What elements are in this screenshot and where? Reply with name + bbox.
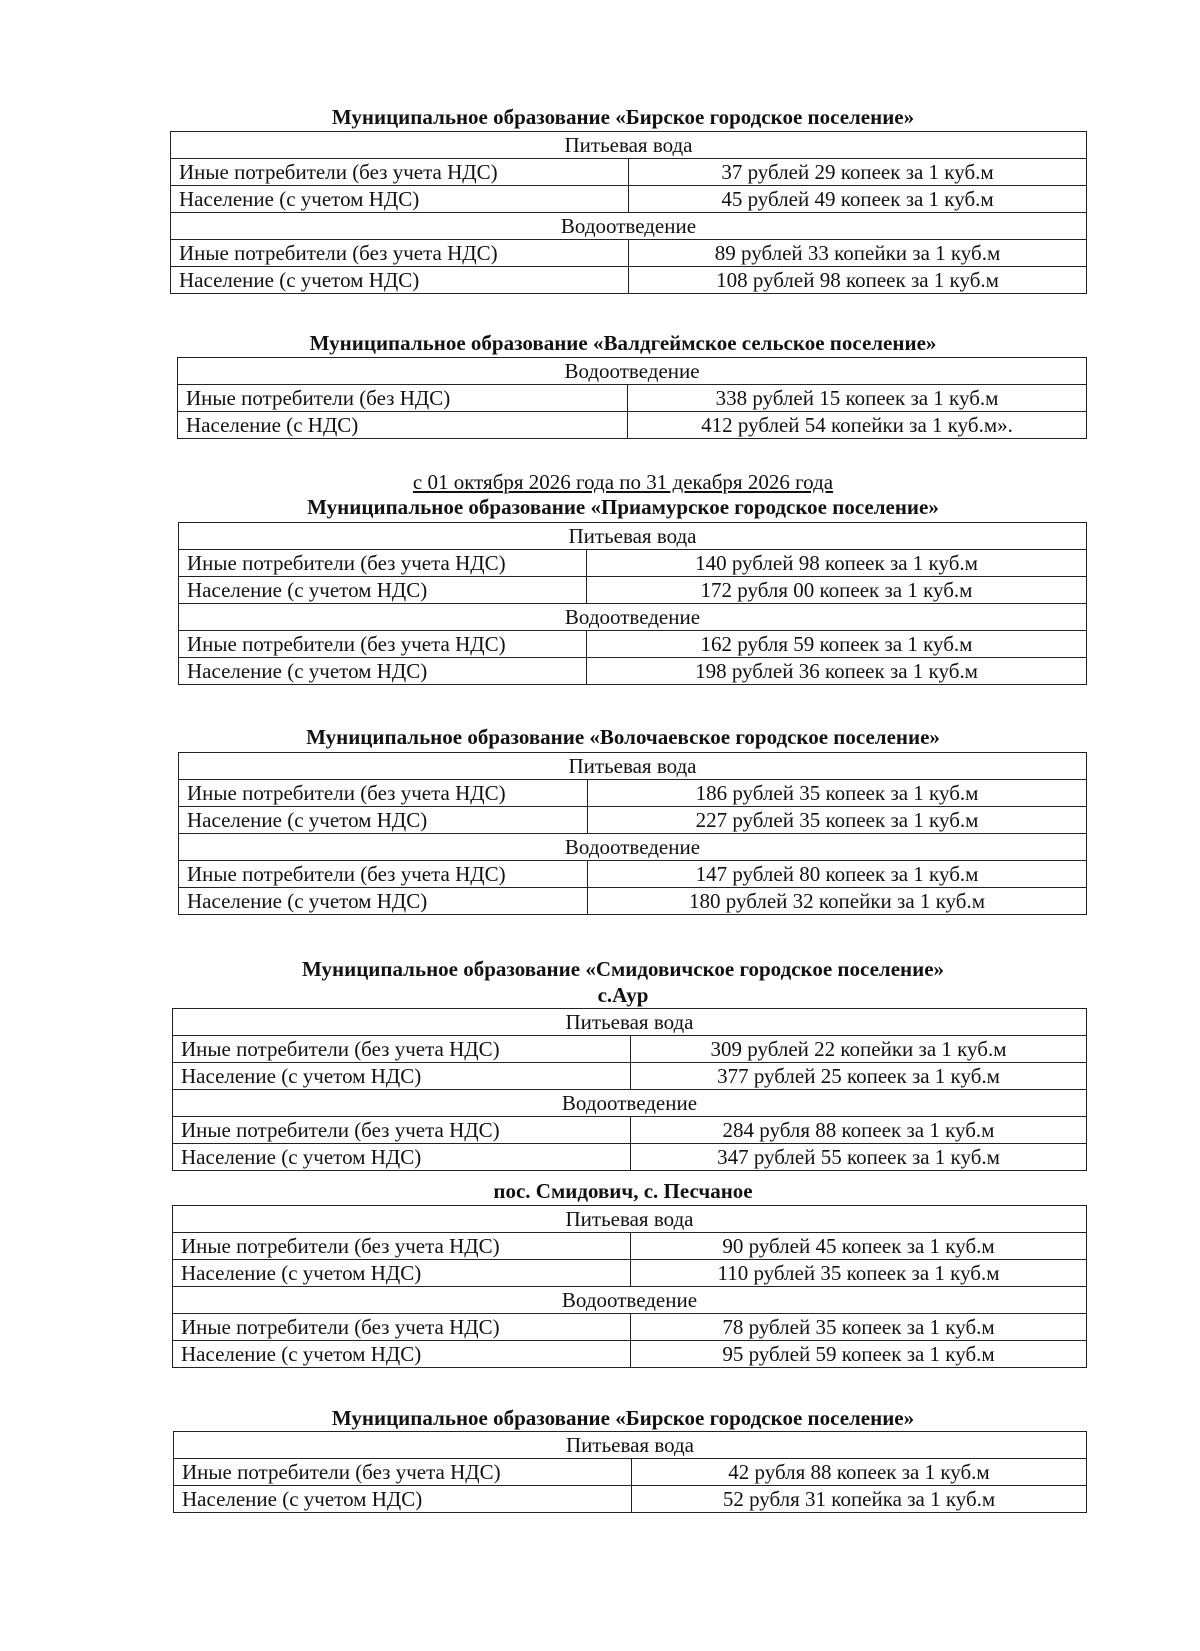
section-header: Питьевая вода [174, 1432, 1087, 1459]
row-value: 172 рубля 00 копеек за 1 куб.м [587, 577, 1087, 604]
row-value: 140 рублей 98 копеек за 1 куб.м [587, 550, 1087, 577]
table-row [171, 240, 1087, 267]
row-value: 377 рублей 25 копеек за 1 куб.м [631, 1063, 1087, 1090]
row-value: 37 рублей 29 копеек за 1 куб.м [629, 159, 1087, 186]
row-label: Население (с учетом НДС) [179, 577, 587, 604]
row-value: 227 рублей 35 копеек за 1 куб.м [588, 807, 1087, 834]
row-label: Иные потребители (без учета НДС) [173, 1314, 631, 1341]
row-label: Иные потребители (без учета НДС) [179, 550, 587, 577]
row-value: 412 рублей 54 копейки за 1 куб.м». [628, 412, 1087, 439]
section-header: Питьевая вода [173, 1009, 1087, 1036]
row-label: Население (с учетом НДС) [173, 1063, 631, 1090]
row-label: Иные потребители (без учета НДС) [171, 240, 629, 267]
section-header: Водоотведение [173, 1090, 1087, 1117]
tariff-table [172, 1205, 1087, 1368]
tariff-table [173, 1431, 1087, 1513]
table-row [179, 631, 1087, 658]
table-row [178, 385, 1087, 412]
row-label: Иные потребители (без НДС) [178, 385, 628, 412]
row-label: Население (с учетом НДС) [173, 1144, 631, 1171]
table-row [179, 550, 1087, 577]
section-header: Питьевая вода [173, 1206, 1087, 1233]
block-subtitle: с.Аур [597, 983, 649, 1007]
table-row [174, 1459, 1087, 1486]
row-value: 78 рублей 35 копеек за 1 куб.м [631, 1314, 1087, 1341]
table-row [173, 1117, 1087, 1144]
row-label: Иные потребители (без учета НДС) [173, 1036, 631, 1063]
tariff-table [177, 357, 1087, 439]
row-label: Иные потребители (без учета НДС) [173, 1117, 631, 1144]
block-title: Муниципальное образование «Волочаевское городское поселение» [306, 725, 940, 749]
block-title: пос. Смидович, с. Песчаное [493, 1179, 753, 1203]
row-label: Население (с НДС) [178, 412, 628, 439]
row-value: 180 рублей 32 копейки за 1 куб.м [588, 888, 1087, 915]
table-row [179, 888, 1087, 915]
block-title: Муниципальное образование «Валдгеймское сельское поселение» [309, 331, 937, 355]
row-value: 45 рублей 49 копеек за 1 куб.м [629, 186, 1087, 213]
row-value: 110 рублей 35 копеек за 1 куб.м [631, 1260, 1087, 1287]
table-row [173, 1341, 1087, 1368]
tariff-table [170, 131, 1087, 294]
table-row [179, 658, 1087, 685]
row-value: 284 рубля 88 копеек за 1 куб.м [631, 1117, 1087, 1144]
section-header: Питьевая вода [179, 523, 1087, 550]
table-row [179, 861, 1087, 888]
row-value: 52 рубля 31 копейка за 1 куб.м [632, 1486, 1087, 1513]
table-row [179, 577, 1087, 604]
row-value: 147 рублей 80 копеек за 1 куб.м [588, 861, 1087, 888]
table-row [173, 1036, 1087, 1063]
section-header: Водоотведение [171, 213, 1087, 240]
table-row [173, 1314, 1087, 1341]
row-value: 95 рублей 59 копеек за 1 куб.м [631, 1341, 1087, 1368]
section-header: Питьевая вода [179, 753, 1087, 780]
table-row [173, 1144, 1087, 1171]
row-label: Иные потребители (без учета НДС) [174, 1459, 632, 1486]
section-header: Водоотведение [178, 358, 1087, 385]
table-row [171, 159, 1087, 186]
row-value: 186 рублей 35 копеек за 1 куб.м [588, 780, 1087, 807]
table-row [179, 780, 1087, 807]
row-label: Население (с учетом НДС) [173, 1260, 631, 1287]
row-value: 309 рублей 22 копейки за 1 куб.м [631, 1036, 1087, 1063]
table-row [173, 1233, 1087, 1260]
row-label: Население (с учетом НДС) [173, 1341, 631, 1368]
block-title: Муниципальное образование «Бирское городское поселение» [331, 105, 915, 129]
section-header: Водоотведение [179, 834, 1087, 861]
row-value: 42 рубля 88 копеек за 1 куб.м [632, 1459, 1087, 1486]
block-title: Муниципальное образование «Приамурское городское поселение» [307, 495, 939, 519]
row-label: Население (с учетом НДС) [179, 888, 588, 915]
table-row [173, 1260, 1087, 1287]
row-value: 347 рублей 55 копеек за 1 куб.м [631, 1144, 1087, 1171]
row-value: 162 рубля 59 копеек за 1 куб.м [587, 631, 1087, 658]
row-label: Иные потребители (без учета НДС) [171, 159, 629, 186]
table-row [171, 267, 1087, 294]
table-row [173, 1063, 1087, 1090]
period-heading: с 01 октября 2026 года по 31 декабря 2026 года [412, 470, 834, 494]
row-value: 108 рублей 98 копеек за 1 куб.м [629, 267, 1087, 294]
section-header: Питьевая вода [171, 132, 1087, 159]
row-label: Иные потребители (без учета НДС) [179, 631, 587, 658]
row-label: Иные потребители (без учета НДС) [173, 1233, 631, 1260]
tariff-table [178, 752, 1087, 915]
row-label: Население (с учетом НДС) [179, 658, 587, 685]
row-label: Население (с учетом НДС) [171, 186, 629, 213]
row-label: Иные потребители (без учета НДС) [179, 780, 588, 807]
tariff-table [172, 1008, 1087, 1171]
row-label: Население (с учетом НДС) [174, 1486, 632, 1513]
table-row [174, 1486, 1087, 1513]
row-value: 90 рублей 45 копеек за 1 куб.м [631, 1233, 1087, 1260]
row-label: Население (с учетом НДС) [171, 267, 629, 294]
table-row [171, 186, 1087, 213]
row-value: 338 рублей 15 копеек за 1 куб.м [628, 385, 1087, 412]
row-label: Население (с учетом НДС) [179, 807, 588, 834]
section-header: Водоотведение [173, 1287, 1087, 1314]
block-title: Муниципальное образование «Смидовичское городское поселение» [301, 957, 945, 981]
table-row [179, 807, 1087, 834]
block-title: Муниципальное образование «Бирское городское поселение» [331, 1406, 915, 1430]
table-row [178, 412, 1087, 439]
row-value: 89 рублей 33 копейки за 1 куб.м [629, 240, 1087, 267]
row-value: 198 рублей 36 копеек за 1 куб.м [587, 658, 1087, 685]
tariff-table [178, 522, 1087, 685]
row-label: Иные потребители (без учета НДС) [179, 861, 588, 888]
section-header: Водоотведение [179, 604, 1087, 631]
